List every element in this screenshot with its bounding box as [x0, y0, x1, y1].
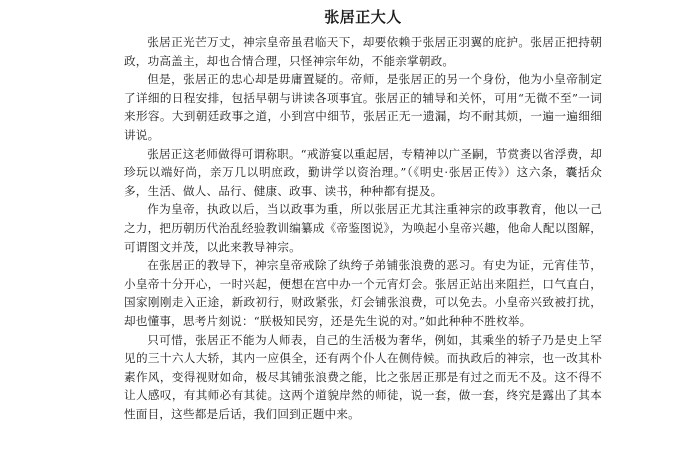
- document-page: [124, 0, 602, 470]
- paragraph-5: 在张居正的教导下，神宗皇帝戒除了纨绔子弟铺张浪费的恶习。有史为证，元宵佳节，小皇帝十分开心，一时兴起，便想在宫中办一个元宵灯会。张居正站出来阻拦，口气直白，国家刚刚走入正途，新政初行，财政紧张，灯会铺张浪费，可以免去。小皇帝兴致被打扰，却也懂事，思考片刻说：“朕极知民穷，还是先生说的对。”如此种种不胜枚举。: [124, 258, 602, 328]
- document-title: 张居正大人: [324, 8, 402, 26]
- paragraph-3: 张居正这老师做得可谓称职。“戒游宴以重起居，专精神以广圣嗣，节赏赉以省浮费，却珍玩以端好尚，亲万几以明庶政，勤讲学以资治理。”（《明史·张居正传》）这六条，囊括众多，生活、做人、品行、健康、政事、读书，种种都有提及。: [124, 146, 602, 198]
- paragraph-2: 但是，张居正的忠心却是毋庸置疑的。帝师，是张居正的另一个身份，他为小皇帝制定了详细的日程安排，包括早朝与讲读各项事宜。张居正的辅导和关怀，可用“无微不至”一词来形容。大到朝廷政事之道，小到宫中细节，张居正无一遗漏，均不耐其烦，一遍一遍细细讲说。: [124, 72, 602, 142]
- paragraph-6: 只可惜，张居正不能为人师表，自己的生活极为奢华，例如，其乘坐的轿子乃是史上罕见的三十六人大轿，其内一应俱全，还有两个仆人在侧侍候。而执政后的神宗，也一改其朴素作风，变得视财如命，极尽其铺张浪费之能，比之张居正那是有过之而无不及。这不得不让人感叹，有其师必有其徒。这两个道貌岸然的师徒，说一套，做一套，终究是露出了其本性面目，这些都是后话，我们回到正题中来。: [124, 332, 602, 421]
- paragraph-4: 作为皇帝，执政以后，当以政事为重，所以张居正尤其注重神宗的政事教育，他以一己之力，把历朝历代治乱经验教训编纂成《帝鉴图说》，为唤起小皇帝兴趣，他命人配以图解，可谓图文并茂，以此来教导神宗。: [124, 202, 602, 254]
- paragraph-1: 张居正光芒万丈，神宗皇帝虽君临天下，却要依赖于张居正羽翼的庇护。张居正把持朝政，功高盖主，却也合情合理，只怪神宗年幼，不能亲掌朝政。: [124, 35, 602, 68]
- document-body: [124, 33, 602, 423]
